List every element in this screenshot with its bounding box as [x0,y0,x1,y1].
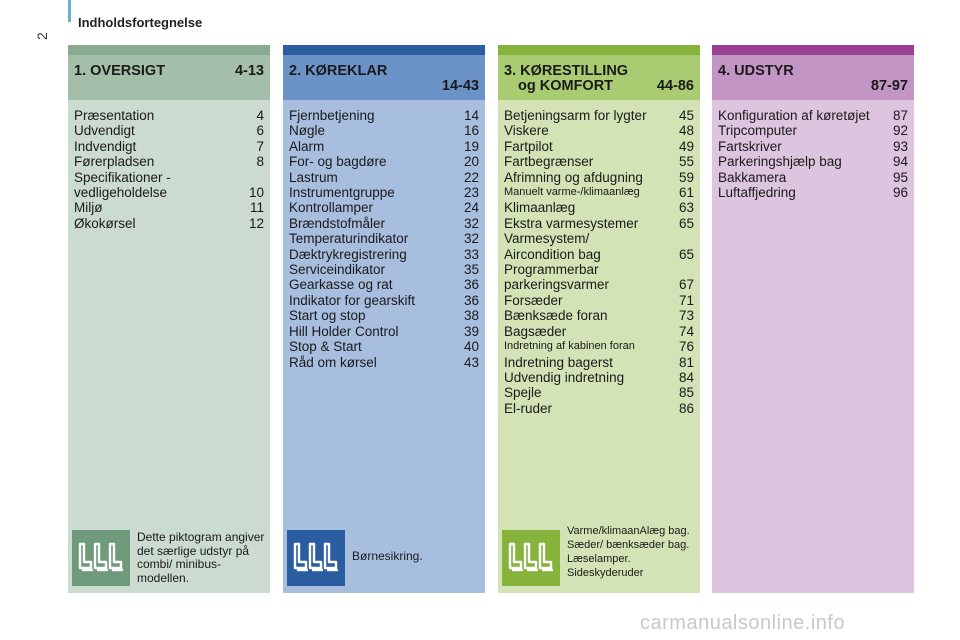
toc-entry[interactable] [74,139,264,154]
section-title-line2: og KOMFORT [518,78,614,94]
toc-entry-label: Luftaffjedring [718,185,796,201]
toc-entry[interactable] [504,385,694,400]
toc-entry-page: 35 [463,262,479,278]
toc-entry-label: Økokørsel [74,215,136,231]
toc-entry-label: Parkeringshjælp bag [718,154,842,170]
toc-list [283,100,485,370]
toc-entry[interactable] [289,262,479,277]
section-heading[interactable] [68,55,270,100]
toc-entry-page: 40 [463,339,479,355]
toc-entry-page: 65 [678,215,694,231]
toc-entry-page: 84 [678,369,694,385]
toc-entry-page: 23 [463,185,479,201]
section-color-bar [712,45,914,55]
toc-entry-label: Specifikationer - vedligeholdelse [74,169,171,201]
toc-entry-label: Bagsæder [504,323,567,339]
toc-entry-page: 86 [678,400,694,416]
toc-entry-label: Miljø [74,200,103,216]
toc-entry-page: 4 [256,108,264,123]
seats-pictogram-icon [72,530,130,586]
section-koreklar [283,45,485,593]
page-number: 2 [34,32,50,40]
section-color-bar [498,45,700,55]
section-page-range: 14-43 [441,78,479,94]
toc-entry-label: Indvendigt [74,138,137,154]
toc-entry-label: El-ruder [504,400,553,416]
watermark: carmanualsonline.info [640,612,846,634]
toc-entry-label: Udvendigt [74,123,135,139]
toc-entry-label: Manuelt varme-/klimaanlæg [504,186,640,199]
toc-entry-page: 65 [678,246,694,262]
toc-entry[interactable] [289,170,479,185]
toc-entry[interactable] [289,324,479,339]
toc-entry-label: Programmerbar parkeringsvarmer [504,262,610,293]
toc-entry-label: Fartbegrænser [504,154,594,170]
toc-entry[interactable] [289,355,479,370]
section-page-range: 87-97 [870,78,908,94]
toc-entry[interactable] [74,108,264,123]
toc-entry-label: Stop & Start [289,339,362,355]
section-title: 1. OVERSIGT [74,63,166,79]
section-page-range: 4-13 [234,63,264,79]
toc-entry[interactable] [74,123,264,138]
toc-entry-label: Førerpladsen [74,154,155,170]
section-korestilling [498,45,700,593]
toc-entry-page: 39 [463,323,479,339]
header-accent-bar [68,0,71,22]
toc-entry-page: 19 [463,138,479,154]
toc-entry[interactable] [504,185,694,200]
toc-entry-page: 59 [678,169,694,185]
toc-entry-label: Dæktrykregistrering [289,246,407,262]
toc-entry[interactable] [504,401,694,416]
toc-entry-page: 45 [678,108,694,123]
toc-entry-page: 14 [463,108,479,123]
toc-entry-page: 67 [678,277,694,293]
toc-entry-label: Alarm [289,138,325,154]
toc-entry[interactable] [289,231,479,246]
toc-entry[interactable] [504,339,694,354]
toc-entry-page: 55 [678,154,694,170]
toc-entry-page: 74 [678,323,694,339]
toc-entry[interactable] [504,324,694,339]
toc-entry[interactable] [504,154,694,169]
toc-entry-label: Kontrollamper [289,200,374,216]
toc-entry-label: For- og bagdøre [289,154,387,170]
toc-entry-page: 12 [248,215,264,231]
toc-entry-page: 48 [678,123,694,139]
toc-entry[interactable] [289,185,479,200]
toc-entry[interactable] [504,123,694,138]
toc-entry-page: 36 [463,292,479,308]
toc-entry-label: Nøgle [289,123,326,139]
toc-entry[interactable] [504,108,694,123]
toc-entry-label: Spejle [504,385,542,401]
toc-entry-label: Betjeningsarm for lygter [504,108,647,123]
toc-entry[interactable] [504,139,694,154]
toc-entry[interactable] [289,123,479,138]
toc-entry[interactable] [504,170,694,185]
section-heading[interactable] [283,55,485,100]
toc-entry-label: Hill Holder Control [289,323,399,339]
toc-entry[interactable] [289,200,479,215]
toc-entry[interactable] [718,108,908,123]
toc-entry[interactable] [289,339,479,354]
section-body [68,100,270,593]
toc-entry[interactable] [289,277,479,292]
toc-entry-label: Serviceindikator [289,262,386,278]
toc-entry-label: Klimaanlæg [504,200,576,216]
toc-entry[interactable] [289,308,479,323]
toc-entry-page: 95 [892,169,908,185]
toc-entry-label: Brændstofmåler [289,215,386,231]
toc-entry-label: Præsentation [74,108,155,123]
toc-list [712,100,914,200]
toc-list [68,100,270,231]
toc-entry-page: 61 [678,185,694,201]
section-body [283,100,485,593]
section-color-bar [283,45,485,55]
section-body [498,100,700,593]
toc-entry-page: 36 [463,277,479,293]
toc-entry-label: Instrumentgruppe [289,185,395,201]
seats-pictogram-icon [502,530,560,586]
toc-entry-page: 10 [248,185,264,201]
toc-entry[interactable] [504,293,694,308]
seats-pictogram-icon [287,530,345,586]
toc-entry-page: 93 [892,138,908,154]
toc-entry-label: Indikator for gearskift [289,292,416,308]
toc-entry-page: 85 [678,385,694,401]
toc-entry-label: Indretning bagerst [504,354,613,370]
section-title: 4. UDSTYR [718,63,794,79]
toc-entry-page: 33 [463,246,479,262]
toc-entry-page: 71 [678,292,694,308]
toc-entry-label: Fartpilot [504,138,553,154]
toc-entry-label: Gearkasse og rat [289,277,393,293]
toc-entry-page: 38 [463,308,479,324]
section-body [712,100,914,593]
toc-entry[interactable] [718,185,908,200]
toc-entry-page: 94 [892,154,908,170]
toc-entry[interactable] [504,231,694,262]
toc-entry-label: Tripcomputer [718,123,798,139]
toc-entry[interactable] [289,139,479,154]
toc-entry[interactable] [74,170,264,201]
toc-entry-page: 81 [678,354,694,370]
toc-entry[interactable] [504,262,694,293]
toc-entry-page: 8 [256,154,264,170]
toc-entry[interactable] [74,216,264,231]
toc-entry[interactable] [289,247,479,262]
section-title: 2. KØREKLAR [289,63,388,79]
toc-entry-page: 76 [678,339,694,355]
toc-entry-page: 6 [256,123,264,139]
pictogram-note: Varme/klimaanAlæg bag. Sæder/ bænksæder bag. Læselamper. Sideskyderuder [567,525,690,579]
toc-entry[interactable] [718,139,908,154]
toc-entry[interactable] [718,123,908,138]
toc-entry-label: Udvendig indretning [504,369,625,385]
toc-entry-page: 11 [249,200,264,216]
page-header-title: Indholdsfortegnelse [78,15,203,30]
toc-entry-page: 92 [892,123,908,139]
section-page-range: 44-86 [656,78,694,94]
toc-entry[interactable] [504,370,694,385]
toc-entry-page: 96 [892,185,908,201]
toc-entry-label: Temperaturindikator [289,231,409,247]
toc-entry[interactable] [504,355,694,370]
toc-entry-label: Konfiguration af køretøjet [718,108,870,123]
pictogram-note: Dette piktogram angiver det særlige udstyr på combi/ minibus-modellen. [137,530,265,585]
toc-entry-label: Råd om kørsel [289,354,377,370]
toc-entry-label: Bakkamera [718,169,787,185]
toc-entry[interactable] [74,200,264,215]
toc-entry-label: Start og stop [289,308,366,324]
toc-entry-label: Bænksæde foran [504,308,608,324]
toc-entry-label: Lastrum [289,169,338,185]
toc-entry[interactable] [718,154,908,169]
toc-entry[interactable] [289,154,479,169]
section-color-bar [68,45,270,55]
toc-entry-page: 73 [678,308,694,324]
toc-entry[interactable] [718,170,908,185]
toc-entry[interactable] [504,200,694,215]
toc-entry-label: Fartskriver [718,138,782,154]
toc-entry-page: 32 [463,231,479,247]
toc-entry-label: Indretning af kabinen foran [504,340,635,353]
toc-entry[interactable] [289,293,479,308]
section-heading[interactable] [498,55,700,100]
toc-entry-label: Viskere [504,123,549,139]
toc-entry-page: 7 [256,138,264,154]
toc-entry-page: 43 [463,354,479,370]
toc-entry-label: Forsæder [504,292,563,308]
toc-entry[interactable] [504,308,694,323]
toc-entry-page: 87 [892,108,908,123]
toc-entry-page: 24 [463,200,479,216]
section-udstyr [712,45,914,593]
toc-entry-page: 22 [463,169,479,185]
toc-entry-page: 32 [463,215,479,231]
toc-entry[interactable] [74,154,264,169]
toc-entry-page: 63 [678,200,694,216]
pictogram-note: Børnesikring. [352,549,423,563]
toc-entry-label: Afrimning og afdugning [504,169,643,185]
toc-entry-page: 16 [463,123,479,139]
toc-entry-page: 20 [463,154,479,170]
toc-entry-label: Varmesystem/ Aircondition bag [504,231,601,262]
toc-entry[interactable] [289,108,479,123]
section-heading[interactable] [712,55,914,100]
section-oversigt [68,45,270,593]
toc-entry[interactable] [289,216,479,231]
toc-list [498,100,700,416]
section-title: 3. KØRESTILLING [504,63,629,79]
toc-entry-label: Ekstra varmesystemer [504,215,639,231]
toc-entry-page: 49 [678,138,694,154]
toc-entry[interactable] [504,216,694,231]
toc-entry-label: Fjernbetjening [289,108,375,123]
